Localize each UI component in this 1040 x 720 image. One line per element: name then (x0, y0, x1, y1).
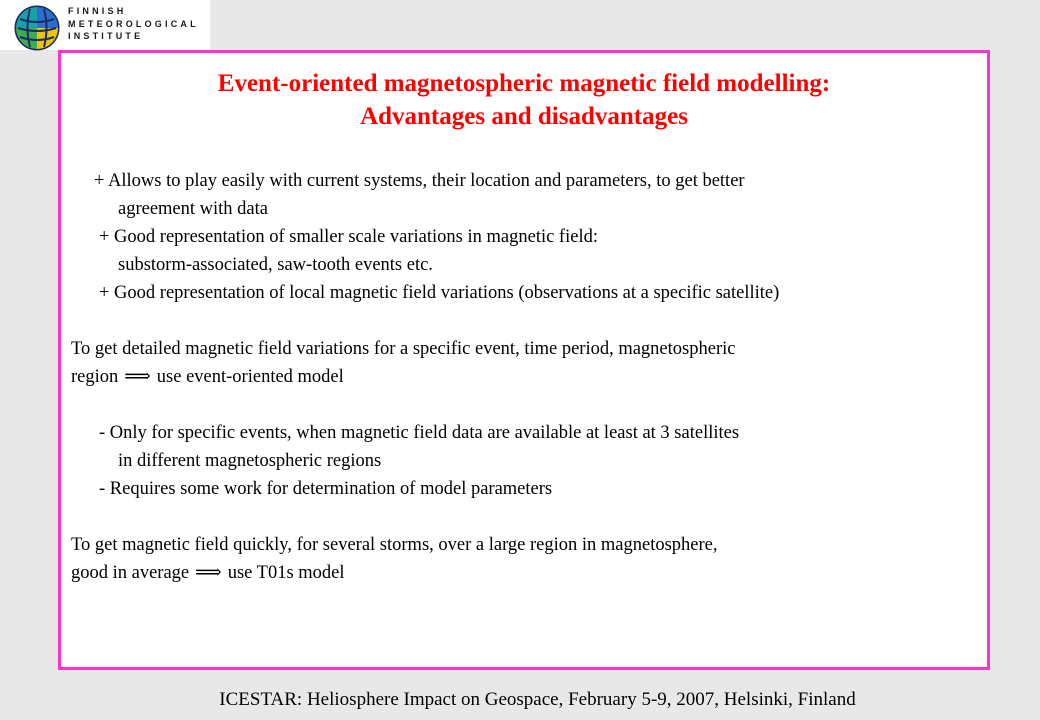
conclusion-2-prefix: good in average (71, 563, 190, 583)
conclusion-2-line-2 (71, 559, 981, 587)
slide-title (61, 67, 987, 133)
spacer (71, 391, 981, 419)
conclusion-1-line-1: To get detailed magnetic field variations for a specific event, time period, magnetospheric (71, 339, 736, 359)
fmi-logo (0, 0, 210, 50)
fmi-globe-logo-icon (14, 5, 60, 51)
implies-arrow-icon: ⟹ (124, 367, 151, 387)
conclusion-2-suffix: use T01s model (227, 563, 345, 583)
disadvantage-2-line-1: - Requires some work for determination of model parameters (99, 479, 553, 499)
slide-content-frame (58, 50, 990, 670)
slide-body (71, 167, 981, 587)
spacer (71, 307, 981, 335)
spacer (71, 503, 981, 531)
fmi-logo-text (68, 5, 199, 43)
advantage-1-line-2: agreement with data (118, 199, 268, 219)
title-line-2: Advantages and disadvantages (360, 103, 688, 130)
advantage-1-line-1: + Allows to play easily with current systems, their location and parameters, to get better (94, 171, 745, 191)
conclusion-2-line-1: To get magnetic field quickly, for several storms, over a large region in magnetosphere, (71, 535, 718, 555)
disadvantage-1-line-2: in different magnetospheric regions (118, 451, 382, 471)
title-line-1: Event-oriented magnetospheric magnetic field modelling: (217, 70, 831, 97)
logo-line-2: METEOROLOGICAL (68, 18, 199, 29)
logo-line-1: FINNISH (68, 6, 127, 16)
conclusion-1-line-2 (71, 363, 981, 391)
advantage-3-line-1: + Good representation of local magnetic field variations (observations at a specific satellite) (99, 283, 780, 303)
advantage-2-line-1: + Good representation of smaller scale variations in magnetic field: (99, 227, 598, 247)
conclusion-1-suffix: use event-oriented model (156, 367, 344, 387)
logo-line-3: INSTITUTE (68, 31, 144, 41)
advantage-2-line-2: substorm-associated, saw-tooth events etc. (118, 255, 433, 275)
conclusion-1-prefix: region (71, 367, 119, 387)
slide-footer: ICESTAR: Heliosphere Impact on Geospace, February 5-9, 2007, Helsinki, Finland (219, 689, 856, 710)
implies-arrow-icon: ⟹ (195, 563, 222, 583)
disadvantage-1-line-1: - Only for specific events, when magnetic field data are available at least at 3 satellites (99, 423, 740, 443)
